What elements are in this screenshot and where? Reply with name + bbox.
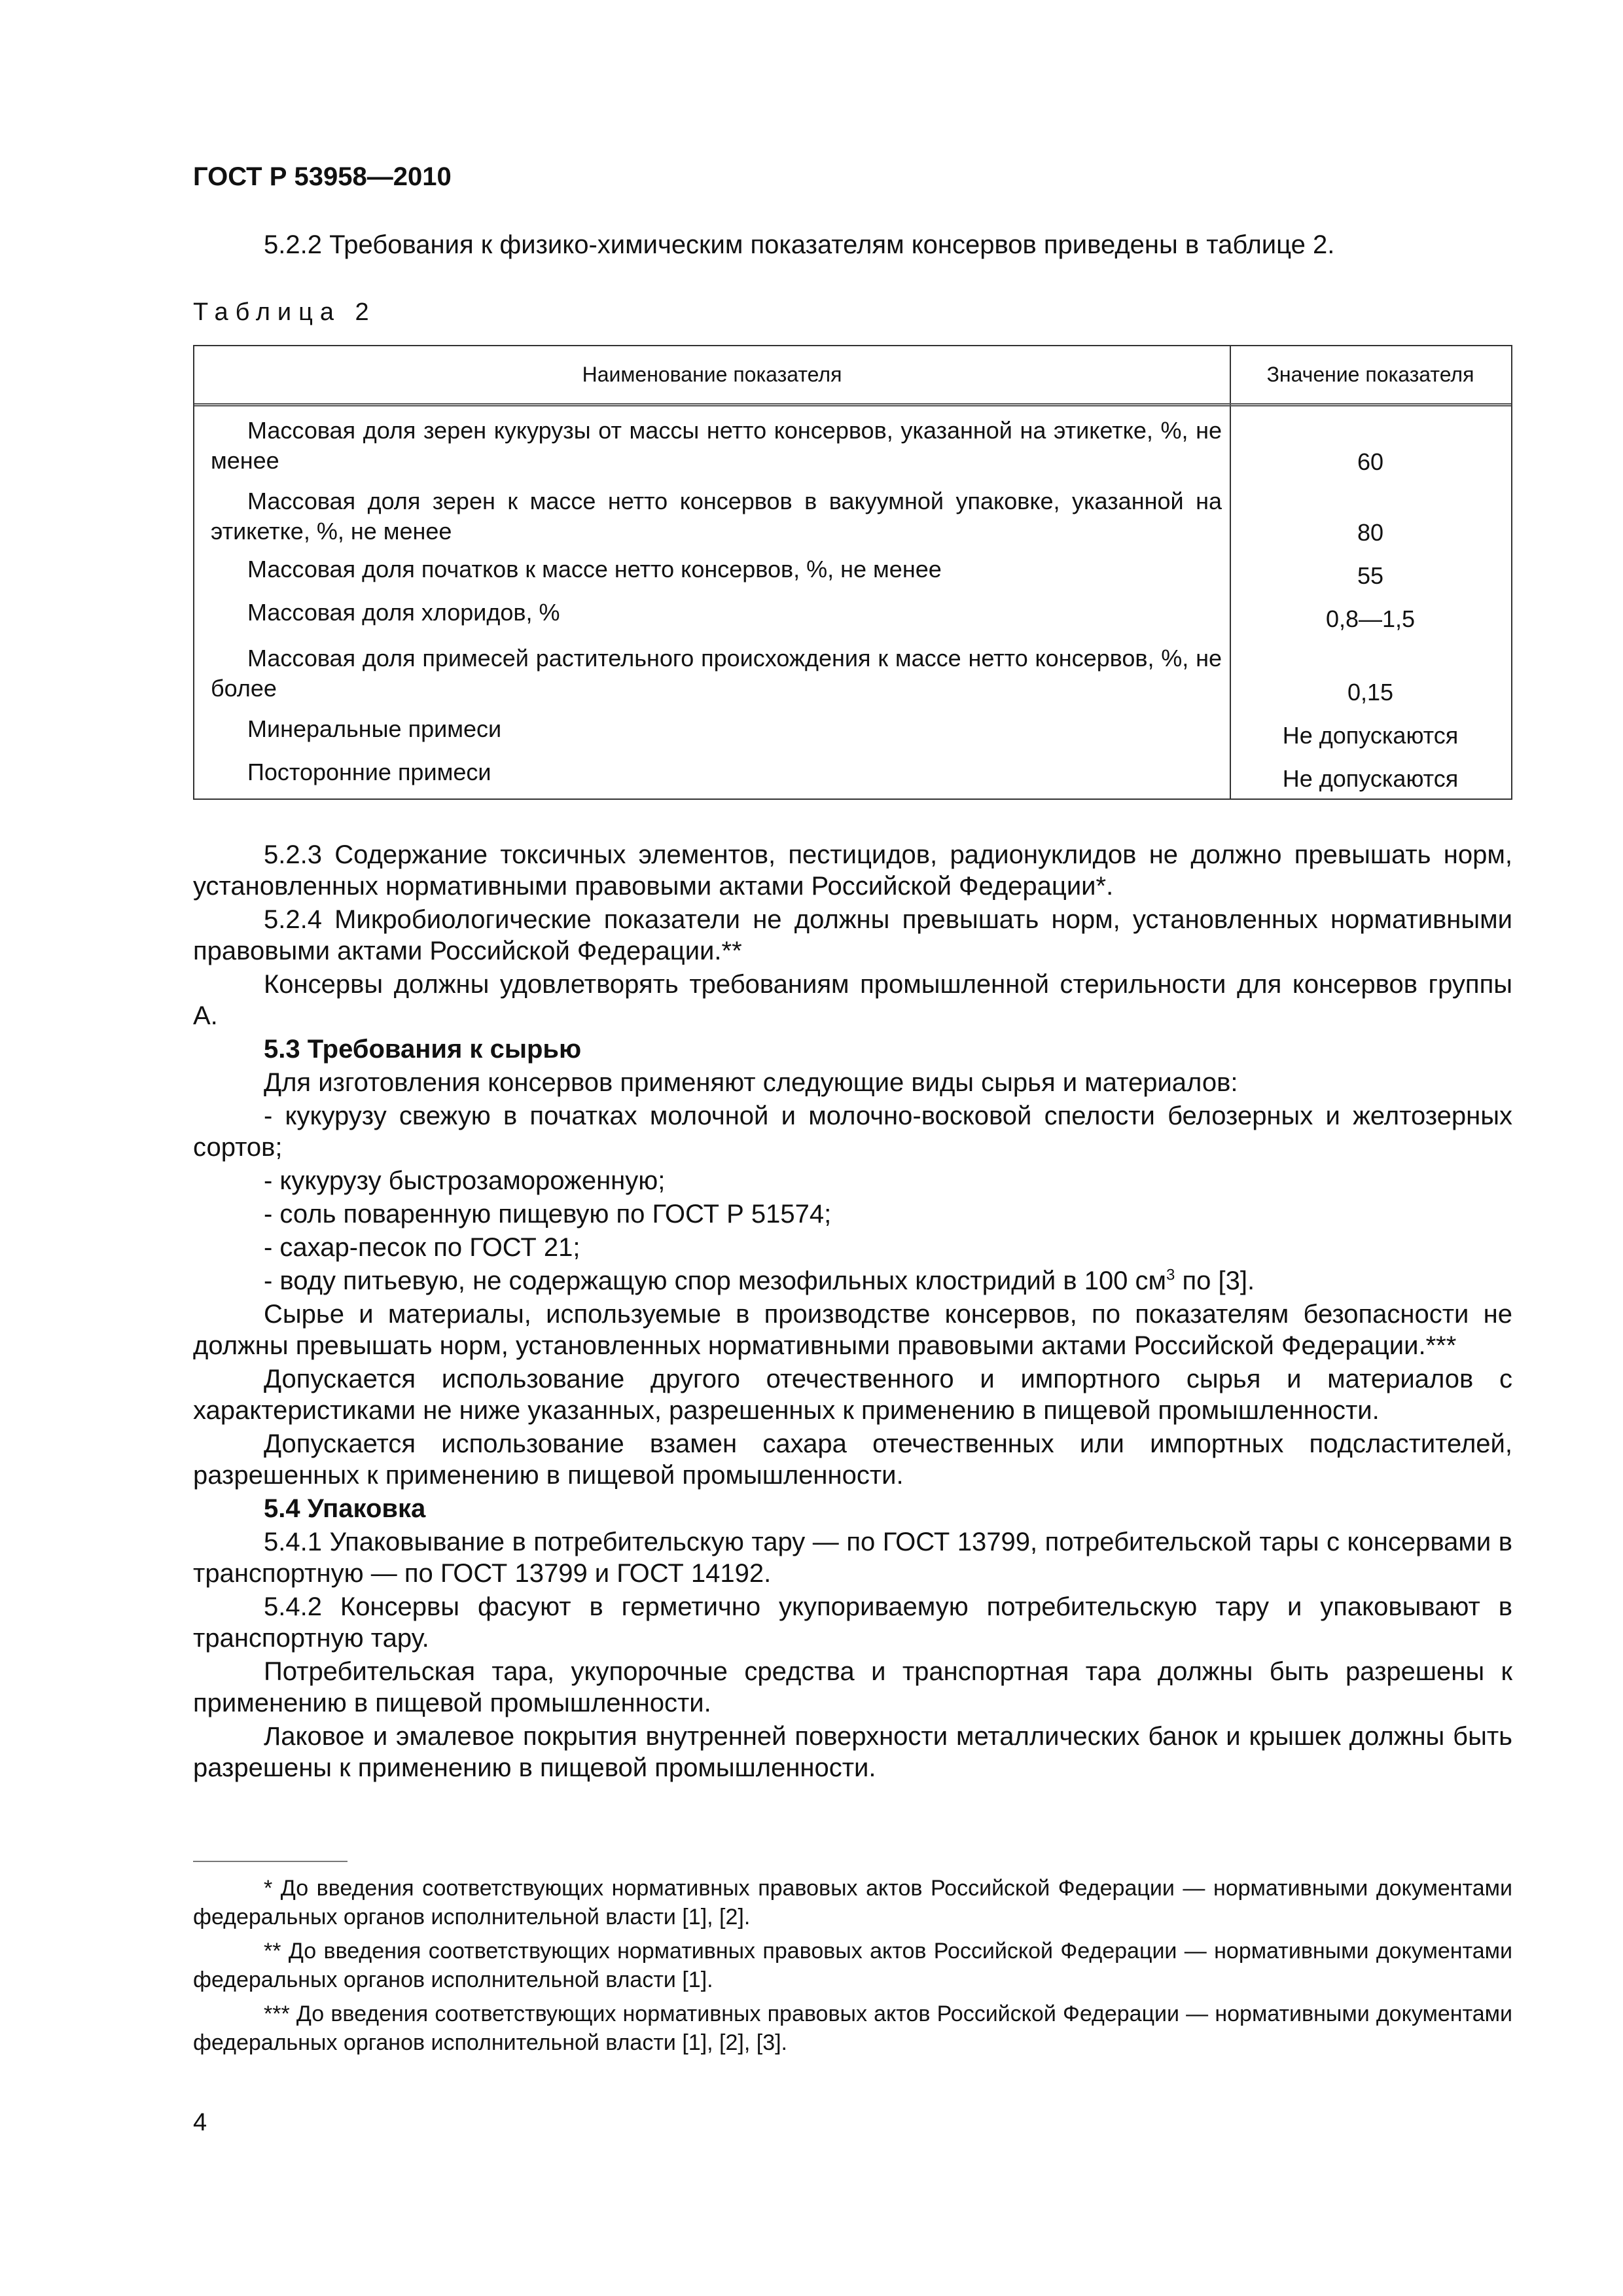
list-item — [193, 1265, 1512, 1297]
list-item-text-end: по [3]. — [1175, 1266, 1255, 1295]
list-item: - сахар-песок по ГОСТ 21; — [264, 1233, 580, 1262]
paragraph-5-4-2: 5.4.2 Консервы фасуют в герметично укупориваемую потребительскую тару и упаковывают в транспортную тару. — [193, 1592, 1512, 1653]
list-item: - кукурузу свежую в початках молочной и молочно-восковой спелости белозерных и желтозерных сортов; — [193, 1102, 1512, 1162]
row-name: Массовая доля початков к массе нетто консервов, %, не менее — [247, 556, 942, 583]
row-name: Посторонние примеси — [247, 759, 491, 785]
footnote: ** До введения соответствующих нормативных правовых актов Российской Федерации — нормативными документами федеральных органов исполнительной власти [1]. — [193, 1939, 1512, 1992]
paragraph-5-2-4: 5.2.4 Микробиологические показатели не должны превышать норм, установленных нормативными правовыми актами Российской Федерации.** — [193, 905, 1512, 965]
table-row — [194, 548, 1511, 591]
section-heading-5-3: 5.3 Требования к сырью — [264, 1035, 582, 1064]
paragraph-other-raw: Допускается использование другого отечественного и импортного сырья и материалов с характеристиками не ниже указанных, разрешенных к применению в пищевой промышленности. — [193, 1365, 1512, 1425]
column-header-value: Значение показателя — [1266, 363, 1474, 386]
paragraph-raw-intro: Для изготовления консервов применяют следующие виды сырья и материалов: — [264, 1068, 1238, 1097]
row-name: Массовая доля зерен кукурузы от массы нетто консервов, указанной на этикетке, %, не менее — [211, 417, 1222, 474]
section-heading-5-4: 5.4 Упаковка — [264, 1494, 426, 1523]
footnote-separator — [193, 1861, 348, 1862]
superscript: 3 — [1166, 1266, 1175, 1284]
row-value: 55 — [1357, 562, 1384, 589]
footnotes — [193, 1874, 1512, 2062]
table-row — [194, 591, 1511, 634]
row-name: Массовая доля хлоридов, % — [247, 599, 560, 626]
row-name: Минеральные примеси — [247, 715, 502, 742]
row-value: Не допускаются — [1282, 722, 1459, 749]
table-body — [194, 406, 1511, 794]
footnote: *** До введения соответствующих нормативных правовых актов Российской Федерации — нормативными документами федеральных органов исполнительной власти [1], [2], [3]. — [193, 2001, 1512, 2055]
paragraph-safety: Сырье и материалы, используемые в производстве консервов, по показателям безопасности не должны превышать норм, установленных нормативными правовыми актами Российской Федерации.*** — [193, 1300, 1512, 1360]
intro-paragraph: 5.2.2 Требования к физико-химическим показателям консервов приведены в таблице 2. — [264, 230, 1335, 259]
paragraph-tara: Потребительская тара, укупорочные средства и транспортная тара должны быть разрешены к применению в пищевой промышленности. — [193, 1657, 1512, 1717]
list-item-text: - воду питьевую, не содержащую спор мезофильных клостридий в 100 см — [264, 1266, 1167, 1295]
paragraph-sterility: Консервы должны удовлетворять требованиям промышленной стерильности для консервов группы А. — [193, 970, 1512, 1030]
row-value: Не допускаются — [1282, 765, 1459, 792]
column-header-name: Наименование показателя — [582, 363, 842, 386]
paragraph-lacquer: Лаковое и эмалевое покрытия внутренней поверхности металлических банок и крышек должны быть разрешены к применению в пищевой промышленности. — [193, 1722, 1512, 1782]
paragraph-5-4-1: 5.4.1 Упаковывание в потребительскую тару — по ГОСТ 13799, потребительской тары с консервами в транспортную — по ГОСТ 13799 и ГОСТ 14192. — [193, 1528, 1512, 1588]
table-row — [194, 406, 1511, 477]
paragraph-sweeteners: Допускается использование взамен сахара отечественных или импортных подсластителей, разрешенных к применению в пищевой промышленности. — [193, 1429, 1512, 1490]
table-row — [194, 634, 1511, 708]
row-value: 80 — [1357, 519, 1384, 546]
paragraph-5-2-3: 5.2.3 Содержание токсичных элементов, пестицидов, радионуклидов не должно превышать норм, установленных нормативными правовыми актами Российской Федерации*. — [193, 840, 1512, 901]
footnote: * До введения соответствующих нормативных правовых актов Российской Федерации — нормативными документами федеральных органов исполнительной власти [1], [2]. — [193, 1876, 1512, 1929]
standard-code: ГОСТ Р 53958—2010 — [193, 162, 452, 191]
list-item: - кукурузу быстрозамороженную; — [264, 1166, 666, 1195]
table-row — [194, 708, 1511, 751]
row-name: Массовая доля зерен к массе нетто консервов в вакуумной упаковке, указанной на этикетке, %, не менее — [211, 488, 1222, 545]
table-header — [194, 346, 1511, 406]
row-value: 0,15 — [1347, 679, 1394, 706]
indicators-table — [193, 345, 1512, 800]
body-text — [193, 839, 1512, 1785]
row-value: 60 — [1357, 448, 1384, 475]
row-name: Массовая доля примесей растительного происхождения к массе нетто консервов, %, не более — [211, 645, 1222, 702]
list-item: - соль поваренную пищевую по ГОСТ Р 51574; — [264, 1200, 832, 1229]
table-row — [194, 751, 1511, 794]
table-caption: Таблица 2 — [193, 298, 376, 326]
row-value: 0,8—1,5 — [1325, 605, 1416, 632]
page-number: 4 — [193, 2109, 207, 2136]
table-row — [194, 477, 1511, 548]
